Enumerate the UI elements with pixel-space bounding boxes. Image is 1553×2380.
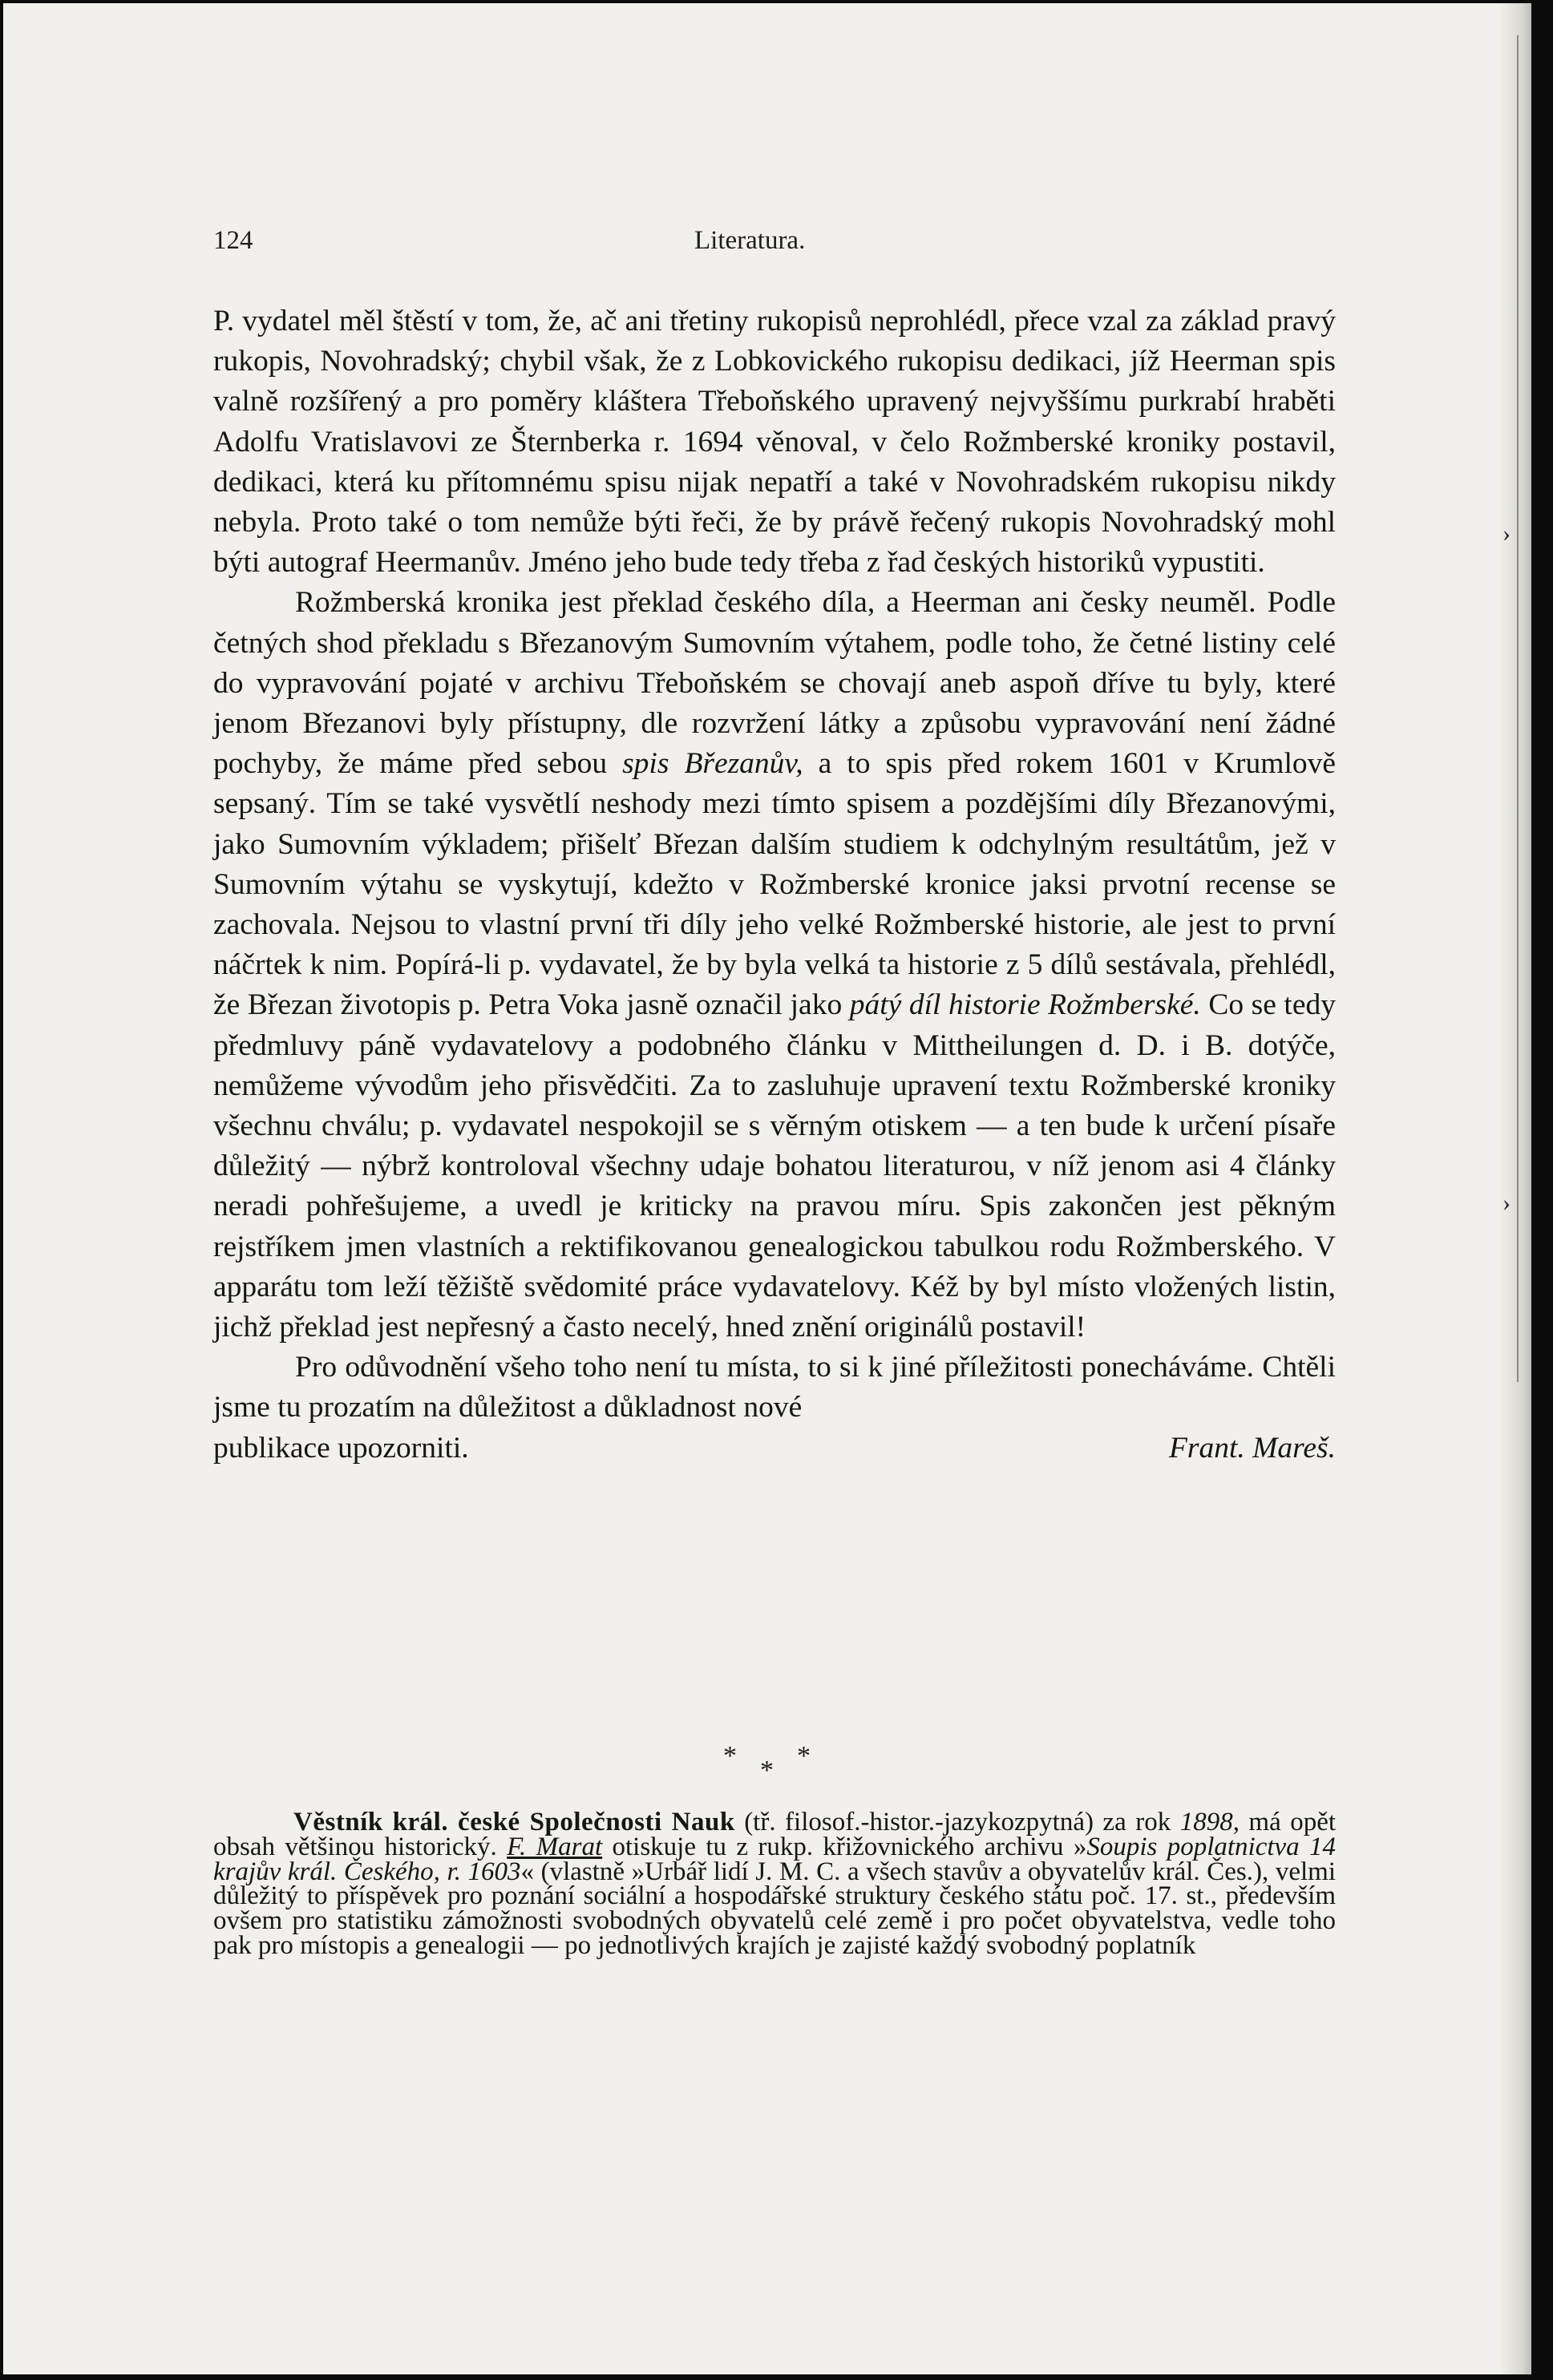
author-name: F. Marat xyxy=(507,1832,603,1861)
section-separator xyxy=(709,1741,845,1805)
paragraph-1: P. vydatel měl štěstí v tom, že, ač ani třetiny rukopisů neprohlédl, přece vzal za základ pravý rukopis, Novohradský; chybil však, že z Lobkovického rukopisu dedikaci, jíž Heerman spis valně rozšířený a pro poměry kláštera Třeboňského upravený nejvyššímu purkrabí hraběti Adolfu Vratislavovi ze Šternberka r. 1694 věnoval, v čelo Rožmberské kroniky postavil, dedikaci, která ku přítomnému spisu nijak nepatří a také v Novohradském rukopisu nikdy nebyla. Proto také o tom nemůže býti řeči, že by právě řečený rukopis Novohradský mohl býti autograf Heermanův. Jméno jeho bude tedy třeba z řad českých historiků vypustiti. xyxy=(213,305,1336,580)
closing-text: publikace upozorniti. xyxy=(213,1431,469,1465)
asterisk: * xyxy=(797,1741,811,1771)
page-edge-shadow xyxy=(1499,3,1531,2374)
page-header xyxy=(213,226,1336,266)
journal-title: Věstník král. české Společnosti Nauk xyxy=(293,1808,735,1837)
asterisk: * xyxy=(723,1741,737,1771)
journal-notice: Věstník král. české Společnosti Nauk (tř. filosof.-histor.-jazykozpytná) za rok 1898, má opět obsah většinou historický. F. Marat otiskuje tu z rukp. křižovnického archivu »Soupis poplatnictva 14 krajův král. Českého, r. 1603« (vlastně »Urbář lidí J. M. C. a všech stavův a obyvatelův král. Čes.), velmi důležitý to příspěvek pro poznání sociální a hospodářské struktury českého státu poč. 17. st., především ovšem pro statistiku zámožnosti svobodných obyvatelů celé země i pro počet obyvatelstva, vedle toho pak pro místopis a genealogii — po jednotlivých krajích je zajisté každý svobodný poplatník xyxy=(213,1808,1337,1960)
page-number: 124 xyxy=(213,226,253,255)
italic-phrase: spis Březanův, xyxy=(622,747,803,781)
author-signature: Frant. Mareš. xyxy=(1169,1431,1336,1465)
year: 1898 xyxy=(1179,1808,1233,1837)
work-title: Soupis poplatnictva 14 krajův král. Českého, r. 1603 xyxy=(213,1832,1337,1886)
running-title: Literatura. xyxy=(694,226,806,255)
scanned-page xyxy=(3,3,1531,2374)
margin-mark: › xyxy=(1502,520,1511,547)
signature-line xyxy=(213,1428,1336,1469)
page-edge-line xyxy=(1517,35,1519,1382)
margin-mark: › xyxy=(1502,1190,1511,1216)
paragraph-3: Pro odůvodnění všeho toho není tu místa, to si k jiné příležitosti ponecháváme. Chtěli jsme tu prozatím na důležitost a důkladnost nové xyxy=(213,1351,1336,1424)
asterisk: * xyxy=(760,1756,774,1785)
italic-phrase: pátý díl historie Rožmberské. xyxy=(849,988,1201,1022)
paragraph-2: Rožmberská kronika jest překlad českého díla, a Heerman ani česky neuměl. Podle četných shod překladu s Březanovým Sumovním výtahem, podle toho, že četné listiny celé do vypravování pojaté v archivu Třeboňském se chovají aneb aspoň dříve tu byly, které jenom Březanovi byly přístupny, dle rozvržení látky a způsobu vypravování není žádné pochyby, že máme před sebou spis Březanův, a to spis před rokem 1601 v Krumlově sepsaný. Tím se také vysvětlí neshody mezi tímto spisem a pozdějšími díly Březanovými, jako Sumovním výkladem; přišelť Březan dalším studiem k odchylným resultátům, jež v Sumovním výtahu se vyskytují, kdežto v Rožmberské kronice jaksi prvotní recense se zachovala. Nejsou to vlastní první tři díly jeho velké Rožmberské historie, ale jest to první náčrtek k nim. Popírá-li p. vydavatel, že by byla velká ta historie z 5 dílů sestávala, přehlédl, že Březan životopis p. Petra Voka jasně označil jako pátý díl historie Rožmberské. Co se tedy předmluvy páně vydavatelovy a podobného článku v Mittheilungen d. D. i B. dotýče, nemůžeme vývodům jeho přisvědčiti. Za to zasluhuje upravení textu Rožmberské kroniky všechnu chválu; p. vydavatel nespokojil se s věrným otiskem — a ten bude k určení písaře důležitý — nýbrž kontroloval všechny udaje bohatou literaturou, v níž jenom asi 4 články neradi pohřešujeme, a uvedl je kriticky na pravou míru. Spis zakončen jest pěkným rejstříkem jmen vlastních a rektifikovanou genealogickou tabulkou rodu Rožmberského. V apparátu tom leží těžiště svědomité práce vydavatelovy. Kéž by byl místo vložených listin, jichž překlad jest nepřesný a často necelý, hned znění originálů postavil! xyxy=(213,586,1337,1344)
article-body xyxy=(213,301,1336,1469)
